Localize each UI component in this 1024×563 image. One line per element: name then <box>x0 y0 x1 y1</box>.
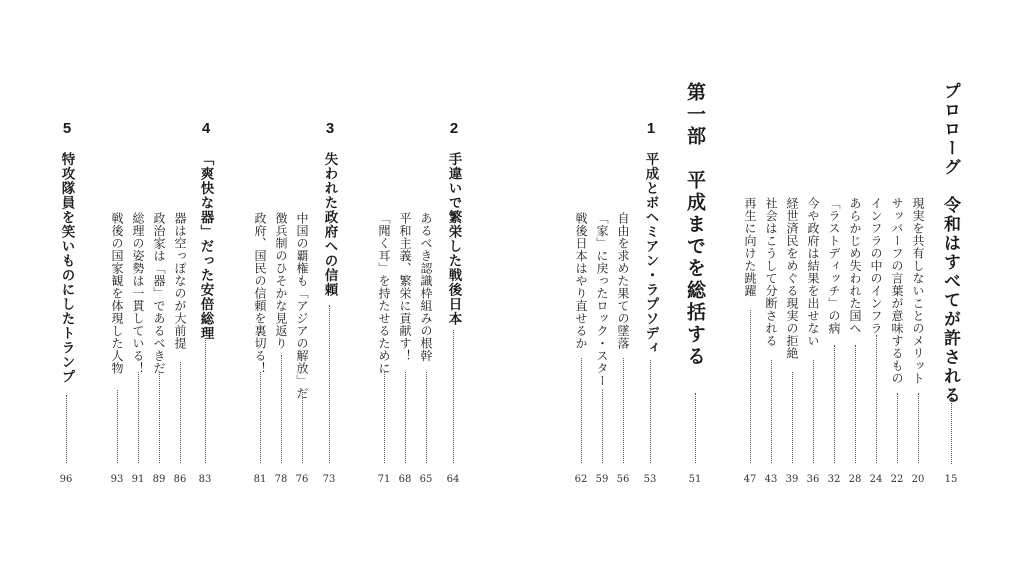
prologue-leader <box>951 392 952 464</box>
chapter-entry: 自由を求めた果ての墜落 <box>616 212 630 350</box>
chapter-entry-page: 91 <box>131 474 145 485</box>
prologue-page: 15 <box>944 474 958 485</box>
chapter-page: 53 <box>643 474 657 485</box>
chapter-entry: あるべき認識枠組みの根幹 <box>419 212 433 362</box>
chapter-entry-leader <box>623 358 624 463</box>
prologue-entry-page: 22 <box>890 474 904 485</box>
chapter-leader <box>205 340 206 463</box>
chapter-title: 手違いで繁栄した戦後日本 <box>445 152 462 326</box>
chapter-entry-page: 81 <box>253 474 267 485</box>
chapter-entry: 総理の姿勢は一貫している！ <box>131 212 145 375</box>
chapter-number: 5 <box>62 120 72 137</box>
chapter-page: 83 <box>198 474 212 485</box>
chapter-entry: 政府、国民の信頼を裏切る！ <box>253 212 267 375</box>
prologue-entry-page: 36 <box>806 474 820 485</box>
chapter-entry: 「家」に戻ったロック・スター <box>595 212 609 387</box>
prologue-entry: 「ラストディッチ」の病 <box>827 197 841 335</box>
chapter-entry-page: 68 <box>398 474 412 485</box>
chapter-entry: 平和主義、繁栄に貢献す！ <box>398 212 412 362</box>
chapter-number: 4 <box>201 120 211 137</box>
prologue-entry-leader <box>771 360 772 463</box>
prologue-entry-leader <box>876 335 877 463</box>
prologue-entry-page: 39 <box>785 474 799 485</box>
prologue-entry-page: 32 <box>827 474 841 485</box>
chapter-entry-page: 76 <box>295 474 309 485</box>
chapter-entry-leader <box>281 355 282 463</box>
chapter-title: 「爽快な器」だった安倍総理 <box>197 152 214 341</box>
prologue-entry-page: 20 <box>911 474 925 485</box>
chapter-entry-page: 93 <box>110 474 124 485</box>
prologue-entry: インフラの中のインフラ <box>869 197 883 335</box>
prologue-entry: あらかじめ失われた国へ <box>848 197 862 335</box>
chapter-entry-leader <box>302 390 303 463</box>
chapter-entry-leader <box>405 372 406 463</box>
chapter-entry-leader <box>138 372 139 463</box>
chapter-entry-page: 65 <box>419 474 433 485</box>
chapter-number: 1 <box>646 120 656 137</box>
prologue-entry-page: 47 <box>743 474 757 485</box>
prologue-entry-page: 24 <box>869 474 883 485</box>
prologue-entry-leader <box>855 345 856 463</box>
chapter-title: 特攻隊員を笑いものにしたトランプ <box>58 152 75 384</box>
part1-leader <box>695 393 696 463</box>
chapter-entry-leader <box>260 372 261 463</box>
prologue-entry: 再生に向けた跳躍 <box>743 197 757 297</box>
prologue-entry: 社会はこうして分断される <box>764 197 778 347</box>
prologue-entry-leader <box>897 393 898 463</box>
prologue-entry: 経世済民をめぐる現実の拒絶 <box>785 197 799 360</box>
prologue-entry-leader <box>834 345 835 463</box>
chapter-title: 平成とボヘミアン・ラプソディ <box>642 152 659 355</box>
chapter-entry-page: 56 <box>616 474 630 485</box>
prologue-entry: 現実を共有しないことのメリット <box>911 197 925 385</box>
chapter-entry: 「聞く耳」を持たせるために <box>377 212 391 375</box>
chapter-entry-leader <box>581 358 582 463</box>
prologue-entry-leader <box>918 393 919 463</box>
chapter-entry-leader <box>117 390 118 463</box>
prologue-entry-leader <box>750 310 751 463</box>
chapter-entry-page: 78 <box>274 474 288 485</box>
prologue-title: プロローグ 令和はすべてが許される <box>940 82 960 405</box>
chapter-entry: 戦後の国家観を体現した人物 <box>110 212 124 375</box>
chapter-leader <box>329 305 330 463</box>
chapter-entry: 政治家は「器」であるべきだ <box>152 212 166 375</box>
chapter-entry-leader <box>159 372 160 463</box>
chapter-entry: 徴兵制のひそかな見返り <box>274 212 288 350</box>
chapter-entry-page: 59 <box>595 474 609 485</box>
chapter-page: 64 <box>446 474 460 485</box>
chapter-entry-leader <box>384 372 385 463</box>
chapter-entry-leader <box>602 390 603 463</box>
chapter-entry-page: 62 <box>574 474 588 485</box>
prologue-entry: サッバーフの言葉が意味するもの <box>890 197 904 385</box>
chapter-entry-leader <box>426 372 427 463</box>
chapter-entry: 中国の覇権も「アジアの解放」だ <box>295 212 309 400</box>
prologue-entry-leader <box>813 360 814 463</box>
chapter-leader <box>650 360 651 463</box>
chapter-title: 失われた政府への信頼 <box>321 152 338 297</box>
prologue-entry-leader <box>792 372 793 463</box>
chapter-entry-page: 86 <box>173 474 187 485</box>
chapter-entry-leader <box>180 362 181 463</box>
chapter-number: 3 <box>325 120 335 137</box>
chapter-entry-page: 71 <box>377 474 391 485</box>
chapter-entry: 器は空っぽなのが大前提 <box>173 212 187 350</box>
chapter-number: 2 <box>449 120 459 137</box>
chapter-page: 73 <box>322 474 336 485</box>
prologue-entry: 今や政府は結果を出せない <box>806 197 820 347</box>
part1-title: 第一部 平成までを総括する <box>684 82 706 368</box>
chapter-entry-page: 89 <box>152 474 166 485</box>
chapter-leader <box>66 395 67 463</box>
chapter-leader <box>453 330 454 463</box>
chapter-entry: 戦後日本はやり直せるか <box>574 212 588 350</box>
prologue-entry-page: 43 <box>764 474 778 485</box>
prologue-entry-page: 28 <box>848 474 862 485</box>
part1-page: 51 <box>688 474 702 485</box>
chapter-page: 96 <box>59 474 73 485</box>
